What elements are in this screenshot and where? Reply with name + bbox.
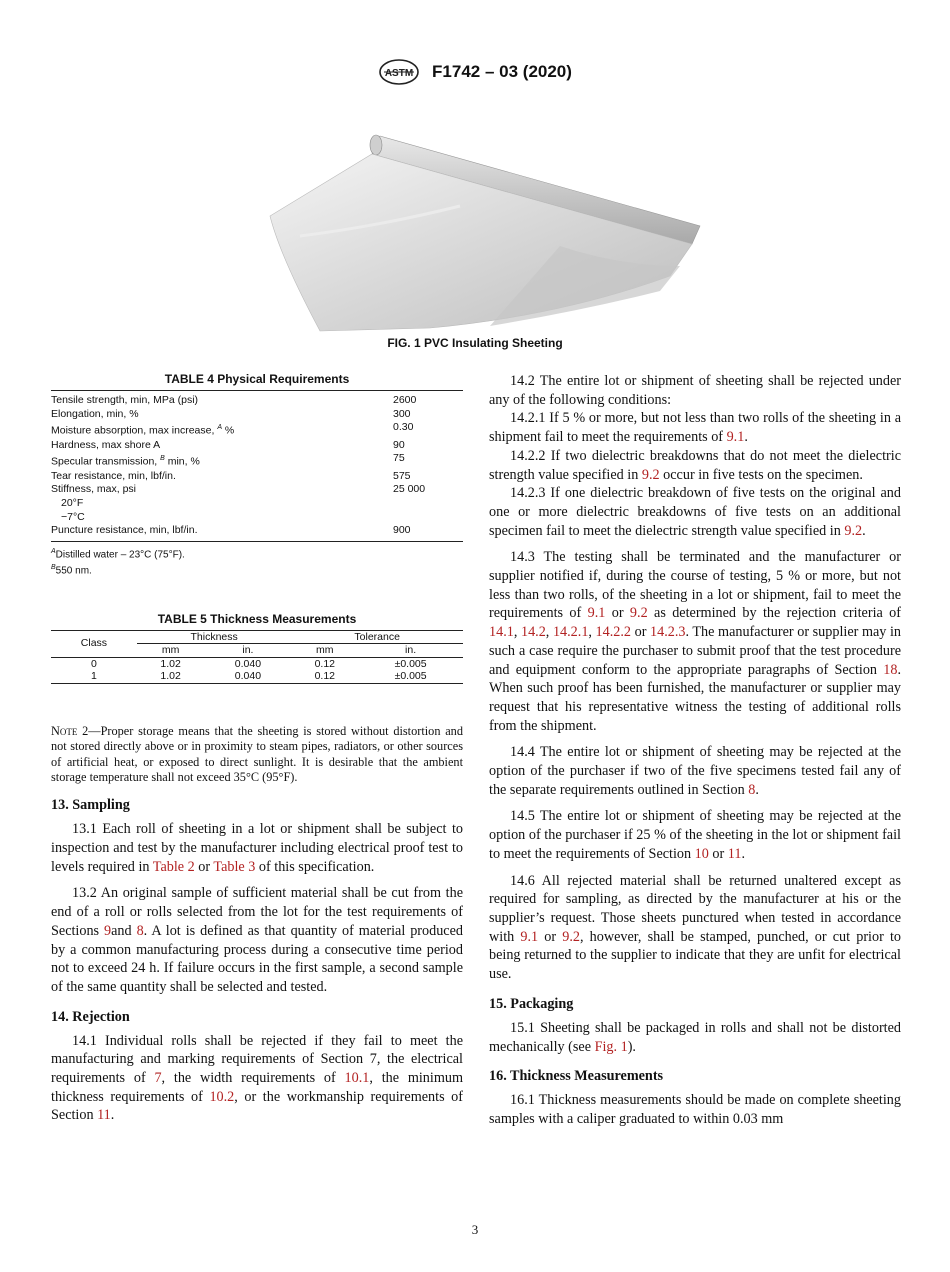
table-row: 1 1.02 0.040 0.12 ±0.005 — [91, 670, 427, 683]
link-section-14-1[interactable]: 14.1 — [489, 624, 514, 641]
section-13-heading: 13. Sampling — [51, 797, 130, 814]
paragraph-14-4: 14.4 The entire lot or shipment of sheeting may be rejected at the option of the purchaser if two of the five specimens tested fail any of the separate requirements outlined in Section 8. — [489, 744, 901, 798]
link-section-9-2[interactable]: 9.2 — [844, 522, 863, 539]
right-column — [489, 372, 901, 1137]
table-row: −7°C — [61, 510, 85, 523]
table-row: Specular transmission, $^B$ min, % 75 — [51, 452, 405, 468]
link-section-14-2-3[interactable]: 14.2.3 — [650, 624, 686, 641]
table-row: Hardness, max shore A 90 — [51, 438, 405, 451]
section-16-heading: 16. Thickness Measurements — [489, 1068, 664, 1085]
link-section-9-2[interactable]: 9.2 — [562, 928, 580, 945]
link-section-8[interactable]: 8 — [136, 922, 144, 939]
table-4-title: TABLE 4 Physical Requirements — [164, 372, 350, 386]
table-row: Stiffness, max, psi 25 000 — [51, 483, 426, 496]
table-header-row: Class Thickness Tolerance — [51, 630, 463, 644]
astm-logo-icon — [378, 58, 420, 86]
table-header-row: mm in. mm in. — [51, 644, 463, 658]
pvc-sheeting-image — [260, 116, 720, 334]
figure-caption: FIG. 1 PVC Insulating Sheeting — [387, 336, 563, 350]
paragraph-14-2-1: 14.2.1 If 5 % or more, but not less than two rolls of the sheeting in a shipment fail to meet the requirements of 9.1. — [489, 410, 901, 446]
page-header — [0, 58, 950, 86]
table-5-title: TABLE 5 Thickness Measurements — [157, 611, 357, 626]
paragraph-14-5: 14.5 The entire lot or shipment of sheeting may be rejected at the option of the purchaser if 25 % of the sheeting in the lot or shipment fail to meet the requirements of Section 10 or 11. — [489, 808, 901, 862]
link-section-9-2[interactable]: 9.2 — [629, 605, 648, 622]
link-section-14-2-1[interactable]: 14.2.1 — [552, 624, 589, 641]
paragraph-14-2-2: 14.2.2 If two dielectric breakdowns that do not meet the dielectric strength value specified in 9.2 occur in five tests on the specimen. — [489, 447, 901, 483]
link-section-9-2[interactable]: 9.2 — [641, 466, 660, 483]
link-section-10-2[interactable]: 10.2 — [209, 1088, 235, 1105]
paragraph-13-2: 13.2 An original sample of sufficient material shall be cut from the end of a roll or rolls selected from the lot for the test requirements of Sections 9and 8. A lot is defined as that quantity of material produced by a common manufacturing process during a consecutive time period not to exceed 24 h. If failure occurs in the first sample, a second sample of the same quantity shall be selected and tested. — [51, 885, 463, 995]
table-4 — [51, 372, 463, 578]
paragraph-14-6: 14.6 All rejected material shall be returned unaltered except as required for sampling, as directed by the manufacturer at his or the supplier’s request. Those sheets punctured when tested in accordance with 9.1 or 9.2, however, shall be stamped, punched, or cut prior to being returned to the supplier to indicate that they are unfit for electrical use. — [489, 872, 901, 983]
paragraph-15-1: 15.1 Sheeting shall be packaged in rolls and shall not be distorted mechanically (see Fig. 1). — [489, 1019, 901, 1055]
paragraph-14-2-3: 14.2.3 If one dielectric breakdown of five tests on the original and one or more dielectric breakdowns of five tests on an additional specimen fail to meet the dielectric strength value specified in 9.2. — [489, 485, 901, 539]
table-row: 20°F — [61, 496, 84, 509]
paragraph-13-1: 13.1 Each roll of sheeting in a lot or shipment shall be subject to inspection and test by the manufacturer including electrical proof test to levels required in Table 2 or Table 3 of this specification. — [51, 821, 463, 875]
link-section-10[interactable]: 10 — [694, 845, 709, 862]
note-2: Note 2—Proper storage means that the sheeting is stored without distortion and not stored directly above or in proximity to steam pipes, radiators, or other sources of artificial heat, or exposed to direct sunlight. It is desirable that the ambient storage temperature shall not exceed 35°C (95°F). — [51, 723, 463, 784]
table-4-footnote: $^A$Distilled water – 23°C (75°F). — [51, 548, 185, 561]
link-section-10-1[interactable]: 10.1 — [344, 1070, 370, 1087]
left-column — [51, 372, 463, 1133]
link-section-9-1[interactable]: 9.1 — [587, 605, 606, 622]
table-5 — [51, 612, 463, 684]
table-4-grid — [51, 390, 463, 542]
svg-text:ASTM: ASTM — [384, 68, 414, 79]
table-5-grid — [51, 630, 463, 684]
section-15-heading: 15. Packaging — [489, 995, 574, 1012]
link-section-9[interactable]: 9 — [104, 922, 112, 939]
table-row: Tensile strength, min, MPa (psi) 2600 — [51, 394, 417, 406]
page-number: 3 — [471, 1222, 479, 1237]
table-row: Puncture resistance, min, lbf/in. 900 — [51, 524, 411, 537]
link-section-8[interactable]: 8 — [748, 781, 756, 798]
link-table-3[interactable]: Table 3 — [213, 858, 256, 875]
paragraph-14-3: 14.3 The testing shall be terminated and the manufacturer or supplier notified if, during the course of testing, 5 % or more, but not less than two rolls, of the sheeting in a lot or shipment, fail to meet the requirements of 9.1 or 9.2 as determined by the rejection criteria of 14.1, 14.2, 14.2.1, 14.2.2 or 14.2.3. The manufacturer or supplier may in such a case require the purchaser to submit proof that the test procedure and equipment conform to the appropriate paragraphs of Section 18. When such proof has been furnished, the manufacturer or supplier may request that his representative witness the testing of additional rolls from the shipment. — [489, 549, 902, 734]
section-14-heading: 14. Rejection — [51, 1008, 130, 1025]
link-section-9-1[interactable]: 9.1 — [726, 429, 745, 446]
standard-designation: F1742 – 03 (2020) — [432, 62, 572, 81]
table-4-footnote: $^B$550 nm. — [51, 564, 92, 577]
link-section-14-2-2[interactable]: 14.2.2 — [595, 624, 632, 641]
link-section-7[interactable]: 7 — [154, 1070, 162, 1087]
link-section-9-1[interactable]: 9.1 — [520, 928, 539, 945]
table-row: Tear resistance, min, lbf/in. 575 — [51, 469, 411, 482]
link-table-2[interactable]: Table 2 — [152, 858, 195, 875]
link-section-18[interactable]: 18 — [883, 661, 898, 678]
figure-pvc-sheeting — [260, 116, 720, 334]
paragraph-14-1: 14.1 Individual rolls shall be rejected if they fail to meet the manufacturing and marking requirements of Section 7, the electrical requirements of 7, the width requirements of 10.1, the minimum thickness requirements of 10.2, or the workmanship requirements of Section 11. — [51, 1032, 463, 1124]
link-section-11[interactable]: 11 — [727, 845, 742, 862]
table-row: Moisture absorption, max increase, $^A$ % 0.30 — [51, 421, 414, 437]
table-row: 0 1.02 0.040 0.12 ±0.005 — [91, 657, 427, 670]
link-section-11[interactable]: 11 — [97, 1107, 111, 1124]
paragraph-14-2: 14.2 The entire lot or shipment of sheeting shall be rejected under any of the following conditions: — [489, 373, 901, 408]
link-fig-1[interactable]: Fig. 1 — [594, 1038, 628, 1055]
link-section-14-2[interactable]: 14.2 — [520, 624, 546, 641]
table-row: Elongation, min, % 300 — [51, 407, 411, 420]
paragraph-16-1: 16.1 Thickness measurements should be made on complete sheeting samples with a caliper graduated to within 0.03 mm — [489, 1092, 901, 1127]
